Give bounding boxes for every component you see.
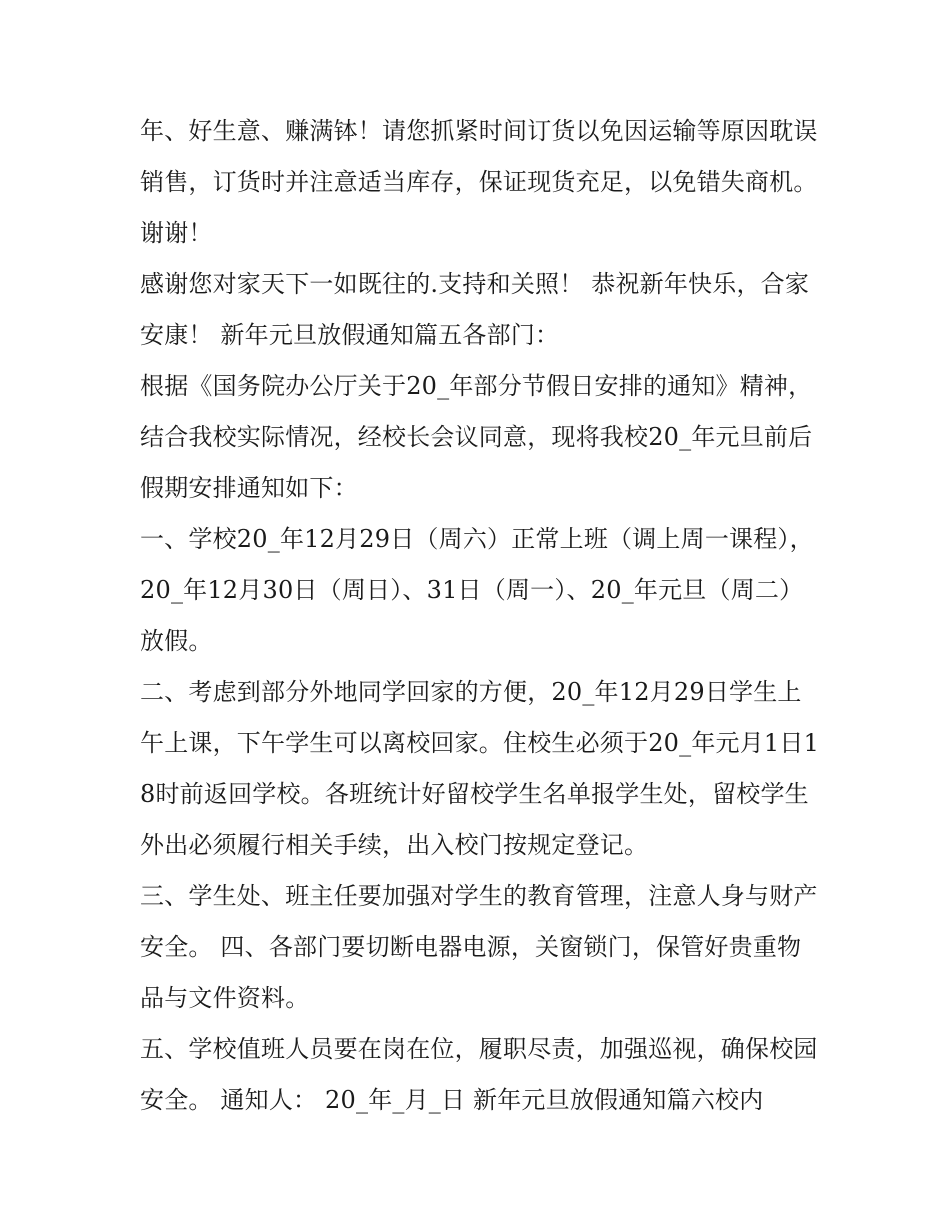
- paragraph-4: 一、学校20_年12月29日（周六）正常上班（调上周一课程），20_年12月30日（周日）、31日（周一）、20_年元旦（周二）放假。: [140, 525, 814, 655]
- paragraph-2: 感谢您对家天下一如既往的.支持和关照！ 恭祝新年快乐，合家安康！ 新年元旦放假通知篇五各部门：: [140, 270, 810, 349]
- paragraph-5: 二、考虑到部分外地同学回家的方便，20_年12月29日学生上午上课，下午学生可以离校回家。住校生必须于20_年元月1日18时前返回学校。各班统计好留校学生名单报学生处，留校学生外出必须履行相关手续，出入校门按规定登记。: [140, 678, 820, 859]
- paragraph-3: 根据《国务院办公厅关于20_年部分节假日安排的通知》精神，结合我校实际情况，经校长会议同意，现将我校20_年元旦前后假期安排通知如下：: [140, 372, 813, 502]
- paragraph-6: 三、学生处、班主任要加强对学生的教育管理，注意人身与财产安全。 四、各部门要切断电器电源，关窗锁门，保管好贵重物品与文件资料。: [140, 882, 818, 1012]
- document-body: [140, 106, 820, 1126]
- paragraph-7: 五、学校值班人员要在岗在位，履职尽责，加强巡视，确保校园安全。 通知人： 20_年_月_日 新年元旦放假通知篇六校内: [140, 1035, 818, 1114]
- paragraph-1: 年、好生意、赚满钵！请您抓紧时间订货以免因运输等原因耽误销售，订货时并注意适当库存，保证现货充足，以免错失商机。谢谢！: [140, 117, 818, 247]
